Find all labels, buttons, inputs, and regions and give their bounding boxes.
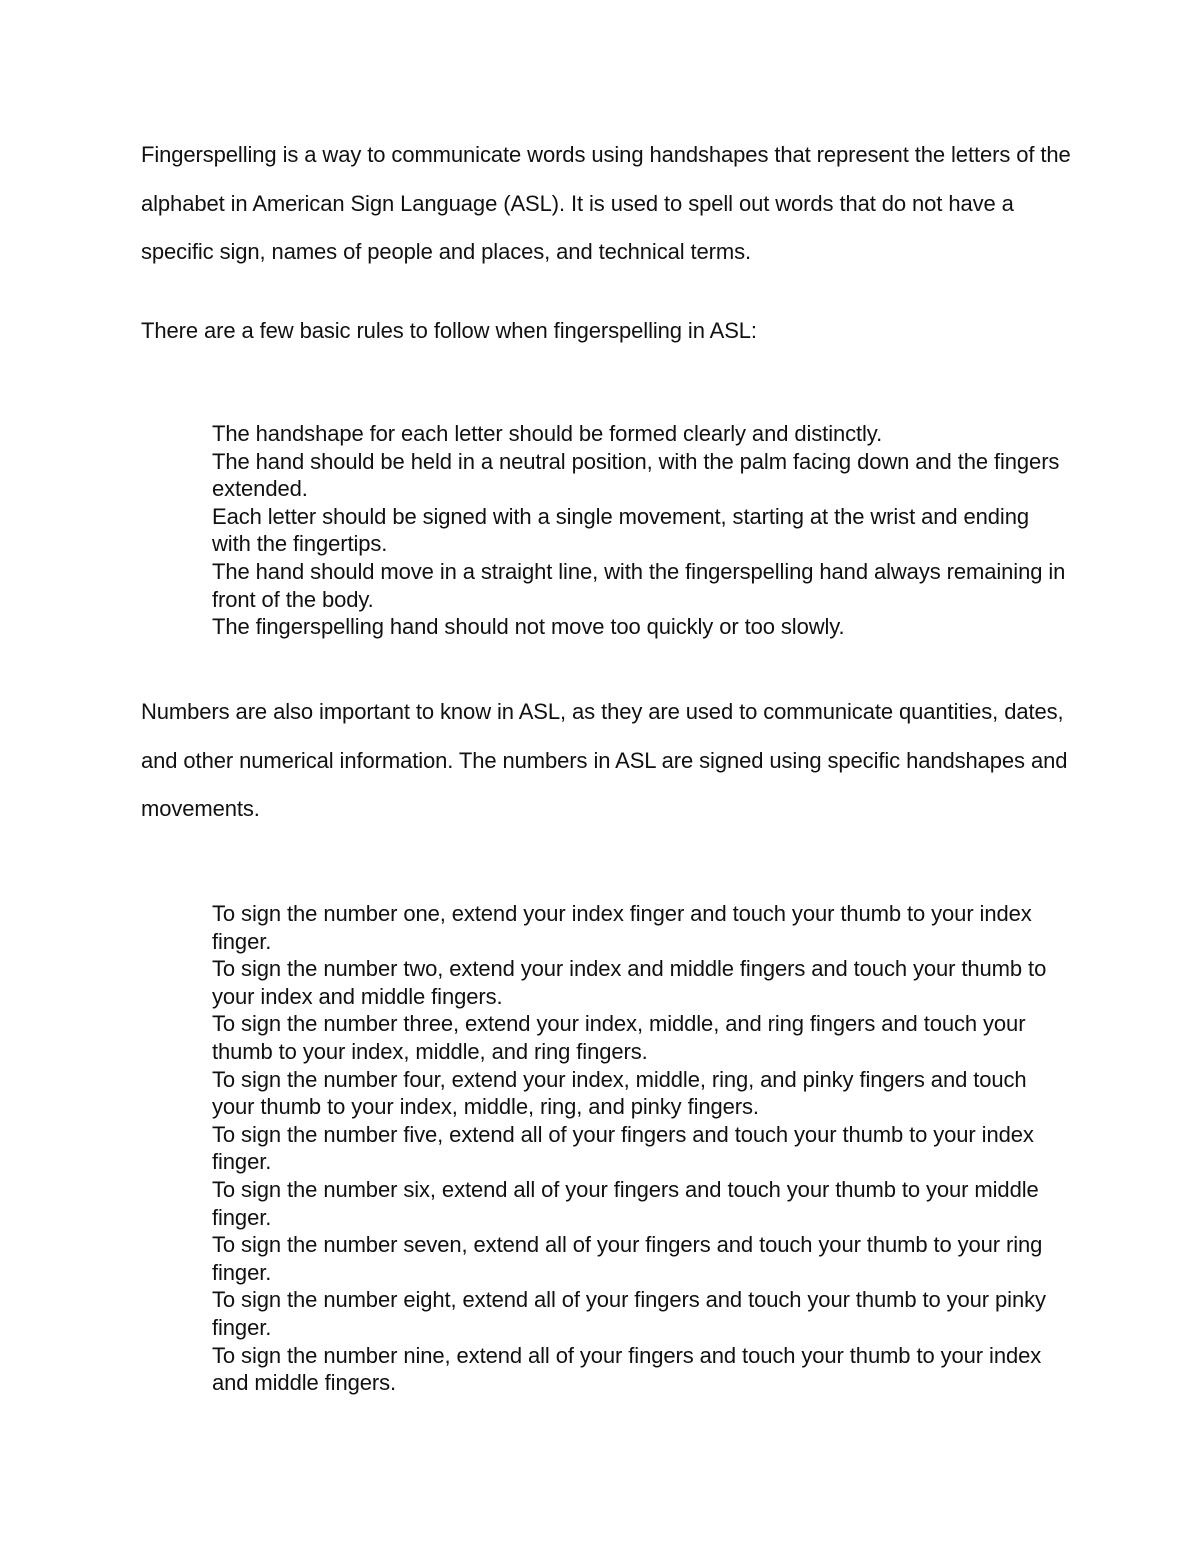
numbers-intro-paragraph: Numbers are also important to know in ASL, as they are used to communicate quantities, dates, and other numerical information. The numbers in ASL are signed using specific handshapes and movements. xyxy=(141,699,1068,821)
list-item: The fingerspelling hand should not move too quickly or too slowly. xyxy=(212,614,845,640)
list-item: To sign the number one, extend your index finger and touch your thumb to your index finger. xyxy=(212,901,1032,954)
list-item: To sign the number eight, extend all of your fingers and touch your thumb to your pinky finger. xyxy=(212,1287,1046,1340)
numbers-list xyxy=(212,900,1072,1397)
list-item: The handshape for each letter should be formed clearly and distinctly. xyxy=(212,421,883,446)
list-item: To sign the number seven, extend all of your fingers and touch your thumb to your ring finger. xyxy=(212,1232,1043,1285)
list-item: To sign the number three, extend your index, middle, and ring fingers and touch your thumb to your index, middle, and ring fingers. xyxy=(212,1011,1026,1064)
rules-intro-paragraph: There are a few basic rules to follow when fingerspelling in ASL: xyxy=(141,318,757,343)
list-item: To sign the number six, extend all of your fingers and touch your thumb to your middle finger. xyxy=(212,1176,1039,1230)
list-item: To sign the number four, extend your index, middle, ring, and pinky fingers and touch your thumb to your index, middle, ring, and pinky fingers. xyxy=(212,1066,1027,1120)
list-item: The hand should be held in a neutral position, with the palm facing down and the fingers extended. xyxy=(212,448,1060,502)
list-item: To sign the number five, extend all of your fingers and touch your thumb to your index finger. xyxy=(212,1121,1034,1175)
rules-list xyxy=(212,420,1072,641)
list-item: Each letter should be signed with a single movement, starting at the wrist and ending with the fingertips. xyxy=(212,503,1029,557)
list-item: The hand should move in a straight line, with the fingerspelling hand always remaining in front of the body. xyxy=(212,558,1066,612)
intro-paragraph: Fingerspelling is a way to communicate words using handshapes that represent the letters of the alphabet in American Sign Language (ASL). It is used to spell out words that do not have a specific sign, names of people and places, and technical terms. xyxy=(141,142,1071,264)
list-item: To sign the number two, extend your index and middle fingers and touch your thumb to your index and middle fingers. xyxy=(212,956,1047,1009)
list-item: To sign the number nine, extend all of your fingers and touch your thumb to your index and middle fingers. xyxy=(212,1342,1042,1396)
